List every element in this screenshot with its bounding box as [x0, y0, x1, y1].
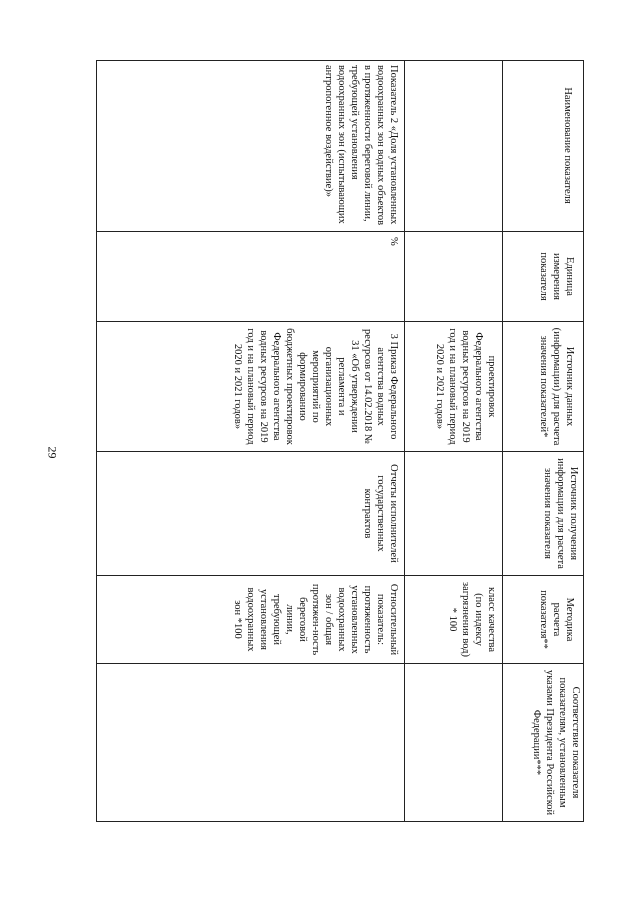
header-unit: Единица измерения показателя — [502, 232, 584, 322]
header-method: Методика расчета показателя** — [502, 576, 584, 664]
row2-data-source: 3 Приказ Федерального агентства водных ресурсов от 14.02.2018 № 31 «Об утверждении регламента и организационных мероприятий по формированию бюджетных проектировок Федерального агентства водных ресурсов на 2019 год и на плановый период 2020 и 2021 годов» — [96, 322, 404, 452]
row1-method: класс качества (по индексу загрязнения вод) * 100 — [404, 576, 502, 664]
header-indicator-name: Наименование показателя — [502, 60, 584, 232]
table-rotation-frame — [96, 60, 584, 855]
indicators-table — [96, 60, 584, 822]
page-number: 29 — [45, 446, 60, 459]
row1-unit — [404, 232, 502, 322]
row1-info-source — [404, 452, 502, 576]
header-data-source: Источник данных (информации) для расчета значения показателей* — [502, 322, 584, 452]
row1-compliance — [404, 664, 502, 822]
row1-data-source: проектировок Федерального агентства водных ресурсов на 2019 год и на плановый период 2020 и 2021 годов» — [404, 322, 502, 452]
row2-info-source: Отчеты исполнителей государственных контрактов — [96, 452, 404, 576]
row2-method: Относительный показатель: протяженность установленных водоохранных зон / общая протяжен-ность береговой линии, требующей установления водоохранных зон *100 — [96, 576, 404, 664]
row2-compliance — [96, 664, 404, 822]
row2-unit: % — [96, 232, 404, 322]
header-compliance: Соответствие показателя показателям, установленным указами Президента Российской Федерации*** — [502, 664, 584, 822]
row1-name — [404, 60, 502, 232]
header-info-source: Источник получения информации для расчета значения показателя — [502, 452, 584, 576]
row2-name: Показатель 2 «Доля установленных водоохранных зон водных объектов в протяженности береговой линии, требующей установления водоохранных зон (испытывающих антропогенное воздействие)» — [96, 60, 404, 232]
